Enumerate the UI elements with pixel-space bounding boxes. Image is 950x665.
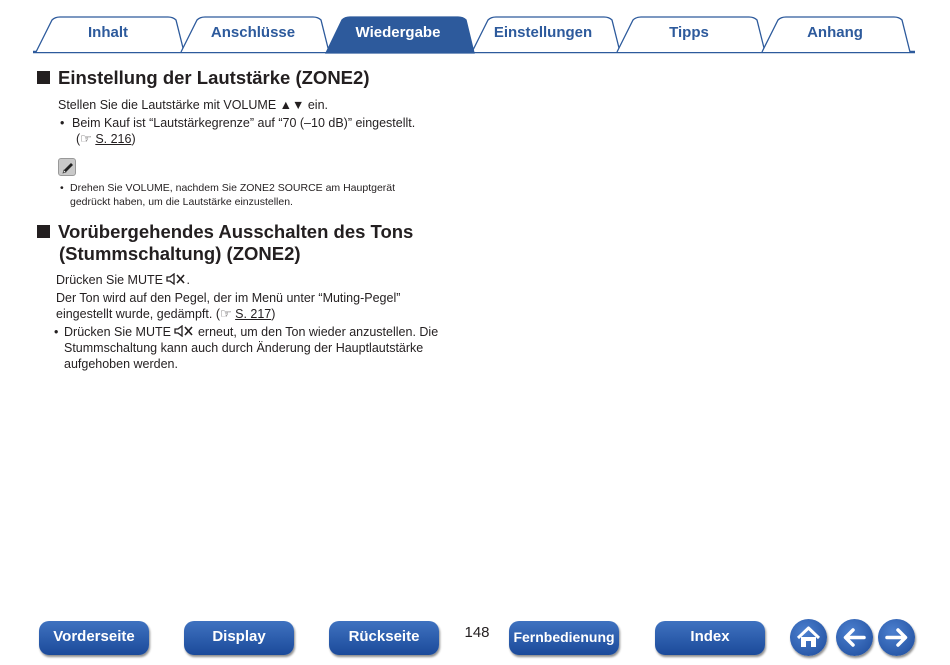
nav-fernbedienung-button[interactable]: Fernbedienung bbox=[509, 621, 619, 655]
tab-anhang[interactable]: Anhang bbox=[807, 24, 863, 41]
pointing-hand-icon: ☞ bbox=[80, 131, 92, 146]
mute-bullet-line2: Stummschaltung kann auch durch Änderung der Hauptlautstärke bbox=[64, 341, 424, 355]
section-title-volume: Einstellung der Lautstärke (ZONE2) bbox=[37, 67, 369, 89]
mute-instruction: Drücken Sie MUTE . bbox=[56, 273, 190, 287]
bullet-dot: • bbox=[60, 182, 64, 194]
nav-index-button[interactable]: Index bbox=[655, 621, 765, 655]
tab-wiedergabe[interactable]: Wiedergabe bbox=[355, 24, 441, 41]
volume-limit-ref[interactable]: (☞ S. 216) bbox=[76, 131, 136, 146]
tab-inhalt[interactable]: Inhalt bbox=[88, 24, 128, 41]
tab-einstellungen[interactable]: Einstellungen bbox=[493, 24, 593, 41]
bullet-dot: • bbox=[60, 116, 65, 130]
section-title-mute-line2: (Stummschaltung) (ZONE2) bbox=[59, 243, 301, 264]
mute-description-line1: Der Ton wird auf den Pegel, der im Menü unter “Muting-Pegel” bbox=[56, 291, 401, 305]
page-ref-link[interactable]: S. 217 bbox=[235, 307, 272, 321]
bullet-dot: • bbox=[54, 325, 59, 339]
volume-intro-text: Stellen Sie die Lautstärke mit VOLUME ▲▼ ein. bbox=[58, 98, 328, 112]
nav-rueckseite-button[interactable]: Rückseite bbox=[329, 621, 439, 655]
forward-button[interactable] bbox=[878, 619, 915, 656]
page-ref-link[interactable]: S. 216 bbox=[95, 132, 132, 146]
mute-description-line2: eingestellt wurde, gedämpft. (☞ S. 217) bbox=[56, 306, 276, 321]
nav-vorderseite-button[interactable]: Vorderseite bbox=[39, 621, 149, 655]
home-icon bbox=[790, 619, 827, 656]
forward-arrow-icon bbox=[878, 619, 915, 656]
pencil-note-icon bbox=[58, 158, 76, 176]
mute-speaker-icon bbox=[166, 273, 186, 287]
home-button[interactable] bbox=[790, 619, 827, 656]
page-number: 148 bbox=[464, 624, 490, 641]
volume-limit-text: Beim Kauf ist “Lautstärkegrenze” auf “70 (–10 dB)” eingestellt. bbox=[72, 116, 416, 130]
chapter-tabs bbox=[0, 0, 950, 56]
mute-bullet-line1: Drücken Sie MUTE erneut, um den Ton wieder anzustellen. Die bbox=[64, 325, 439, 339]
note-text-line1: Drehen Sie VOLUME, nachdem Sie ZONE2 SOURCE am Hauptgerät bbox=[70, 182, 396, 194]
tab-anschluesse[interactable]: Anschlüsse bbox=[210, 24, 296, 41]
mute-bullet-line3: aufgehoben werden. bbox=[64, 357, 178, 371]
square-bullet-icon bbox=[37, 225, 50, 238]
back-arrow-icon bbox=[836, 619, 873, 656]
section-title-mute: Vorübergehendes Ausschalten des Tons bbox=[37, 221, 413, 243]
back-button[interactable] bbox=[836, 619, 873, 656]
square-bullet-icon bbox=[37, 71, 50, 84]
nav-display-button[interactable]: Display bbox=[184, 621, 294, 655]
pointing-hand-icon: ☞ bbox=[219, 306, 232, 321]
mute-speaker-icon bbox=[174, 325, 194, 339]
tab-tipps[interactable]: Tipps bbox=[669, 24, 709, 41]
note-text-line2: gedrückt haben, um die Lautstärke einzustellen. bbox=[70, 196, 293, 208]
